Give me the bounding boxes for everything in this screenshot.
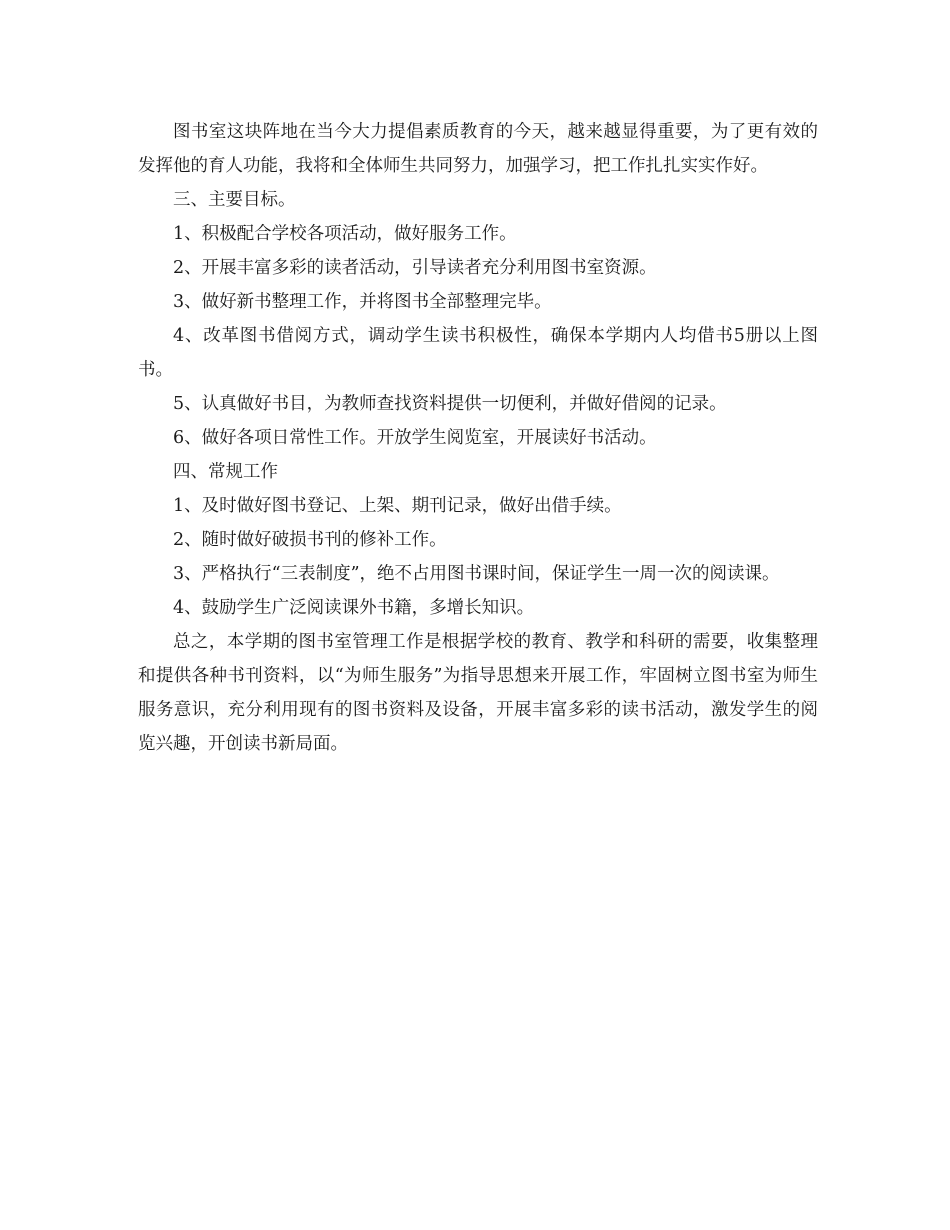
goal-item-2: 2、开展丰富多彩的读者活动，引导读者充分利用图书室资源。	[173, 258, 657, 278]
goal-item-5: 5、认真做好书目，为教师查找资料提供一切便利，并做好借阅的记录。	[173, 394, 727, 414]
routine-item-3: 3、严格执行“三表制度”，绝不占用图书课时间，保证学生一周一次的阅读课。	[173, 564, 780, 584]
paragraph-intro: 图书室这块阵地在当今大力提倡素质教育的今天，越来越显得重要，为了更有效的发挥他的育人功能，我将和全体师生共同努力，加强学习，把工作扎扎实实作好。	[138, 122, 818, 176]
heading-routine-work: 四、常规工作	[173, 462, 278, 482]
routine-item-2: 2、随时做好破损书刊的修补工作。	[173, 530, 447, 550]
goal-item-6: 6、做好各项日常性工作。开放学生阅览室，开展读好书活动。	[173, 428, 657, 448]
routine-item-4: 4、鼓励学生广泛阅读课外书籍，多增长知识。	[173, 598, 535, 618]
heading-main-goals: 三、主要目标。	[173, 190, 296, 210]
goal-item-4: 4、改革图书借阅方式，调动学生读书积极性，确保本学期内人均借书5册以上图书。	[138, 326, 818, 380]
paragraph-summary: 总之，本学期的图书室管理工作是根据学校的教育、教学和科研的需要，收集整理和提供各种书刊资料，以“为师生服务”为指导思想来开展工作，牢固树立图书室为师生服务意识，充分利用现有的图书资料及设备，开展丰富多彩的读书活动，激发学生的阅览兴趣，开创读书新局面。	[138, 632, 818, 754]
document-body	[138, 115, 818, 761]
goal-item-1: 1、积极配合学校各项活动，做好服务工作。	[173, 224, 517, 244]
routine-item-1: 1、及时做好图书登记、上架、期刊记录，做好出借手续。	[173, 496, 622, 516]
goal-item-3: 3、做好新书整理工作，并将图书全部整理完毕。	[173, 292, 552, 312]
